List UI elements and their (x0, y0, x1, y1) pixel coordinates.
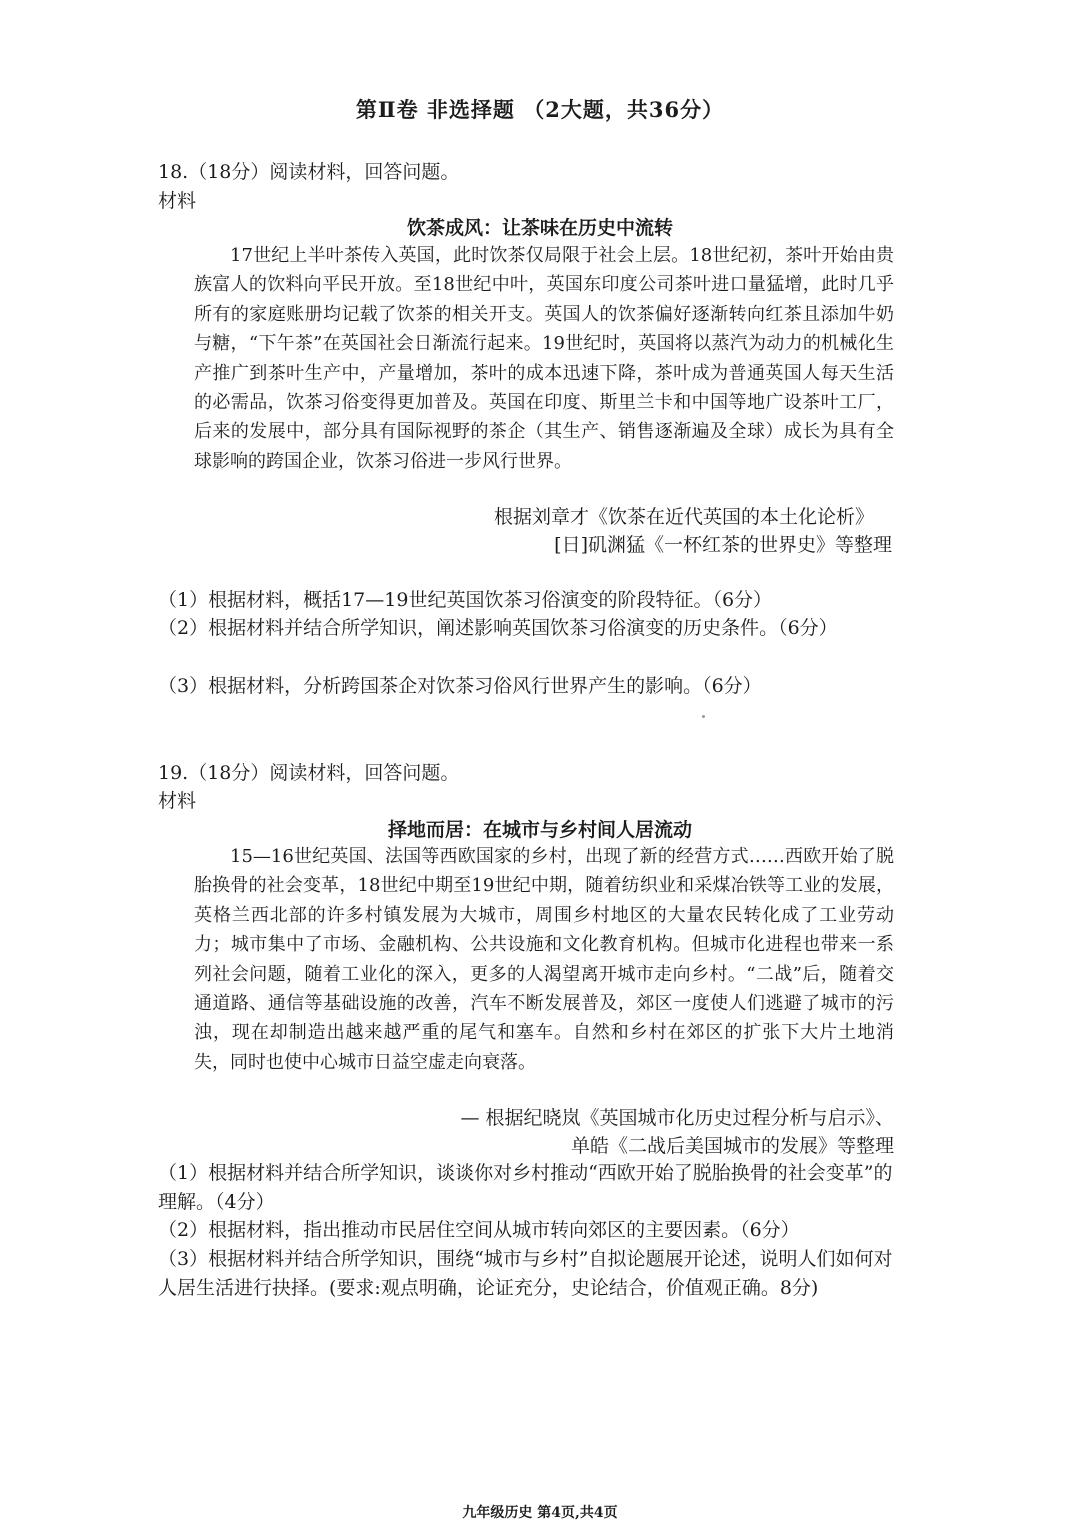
q18-source-line2: [日]矶渊猛《一杯红茶的世界史》等整理 (554, 534, 892, 556)
q19-subquestion-3: （3）根据材料并结合所学知识，围绕“城市与乡村”自拟论题展开论述，说明人们如何对人居生活进行抉择。(要求:观点明确，论证充分，史论结合，价值观正确。8分) (158, 1248, 893, 1299)
q18-source-line1: 根据刘章才《饮茶在近代英国的本土化论析》 (493, 506, 874, 528)
q18-material-text: 17世纪上半叶茶传入英国，此时饮茶仅局限于社会上层。18世纪初，茶叶开始由贵族富人的饮料向平民开放。至18世纪中叶，英国东印度公司茶叶进口量猛增，此时几乎所有的家庭账册均记载了饮茶的相关开支。英国人的饮茶偏好逐渐转向红茶且添加牛奶与糖，“下午茶”在英国社会日渐流行起来。19世纪时，英国将以蒸汽为动力的机械化生产推广到茶叶生产中，产量增加，茶叶的成本迅速下降，茶叶成为普通英国人每天生活的必需品，饮茶习俗变得更加普及。英国在印度、斯里兰卡和中国等地广设茶叶工厂，后来的发展中，部分具有国际视野的茶企（其生产、销售逐渐遍及全球）成长为具有全球影响的跨国企业，饮茶习俗进一步风行世界。 (194, 245, 894, 472)
q19-material-text: 15—16世纪英国、法国等西欧国家的乡村，出现了新的经营方式……西欧开始了脱胎换骨的社会变革，18世纪中期至19世纪中期，随着纺织业和采煤冶铁等工业的发展，英格兰西北部的许多村镇发展为大城市，周围乡村地区的大量农民转化成了工业劳动力；城市集中了市场、金融机构、公共设施和文化教育机构。但城市化进程也带来一系列社会问题，随着工业化的深入，更多的人渴望离开城市走向乡村。“二战”后，随着交通道路、通信等基础设施的改善，汽车不断发展普及，郊区一度使人们逃避了城市的污浊，现在却制造出越来越严重的尾气和塞车。自然和乡村在郊区的扩张下大片土地消失，同时也使中心城市日益空虚走向衰落。 (194, 846, 894, 1073)
q18-subquestion-2: （2）根据材料并结合所学知识，阐述影响英国饮茶习俗演变的历史条件。（6分） (158, 617, 838, 639)
page-footer: 九年级历史 第4页,共4页 (462, 1505, 618, 1521)
q18-material-label: 材料 (158, 190, 197, 212)
q19-material-label: 材料 (158, 790, 197, 812)
q19-material-title: 择地而居：在城市与乡村间人居流动 (387, 819, 692, 841)
q18-subquestion-1: （1）根据材料，概括17—19世纪英国饮茶习俗演变的阶段特征。（6分） (158, 589, 773, 611)
q19-source-line1: — 根据纪晓岚《英国城市化历史过程分析与启示》、 (460, 1107, 894, 1129)
q19-header: 19.（18分）阅读材料，回答问题。 (158, 762, 460, 784)
q19-source-line2: 单皓《二战后美国城市的发展》等整理 (570, 1135, 894, 1157)
q19-subquestion-1: （1）根据材料并结合所学知识，谈谈你对乡村推动“西欧开始了脱胎换骨的社会变革”的理解。（4分） (158, 1162, 893, 1213)
q19-subquestion-2: （2）根据材料，指出推动市民居住空间从城市转向郊区的主要因素。（6分） (158, 1219, 800, 1241)
q18-header: 18.（18分）阅读材料，回答问题。 (158, 161, 460, 183)
section-title: 第Ⅱ卷 非选择题 （2大题，共36分） (355, 97, 725, 122)
scan-speck (702, 715, 705, 718)
q18-material-title: 饮茶成风：让茶味在历史中流转 (406, 217, 673, 239)
q18-subquestion-3: （3）根据材料，分析跨国茶企对饮茶习俗风行世界产生的影响。（6分） (158, 675, 762, 697)
